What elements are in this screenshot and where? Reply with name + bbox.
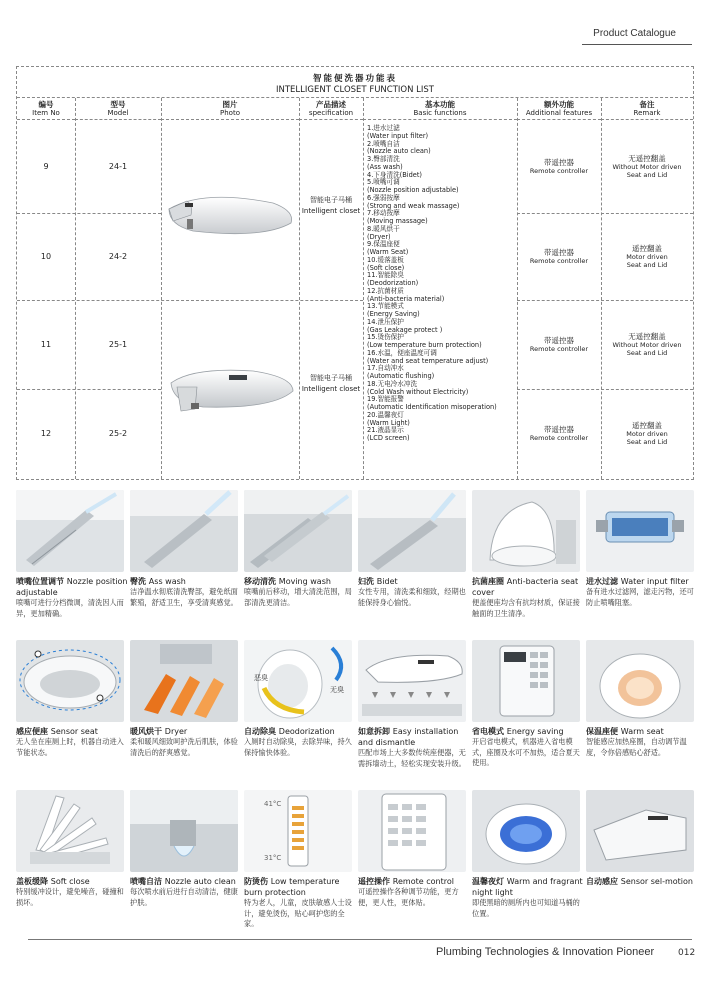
basic-function-line: 18.无电冷水冲洗: [367, 379, 418, 388]
basic-function-line: (Automatic flushing): [367, 372, 435, 380]
table-title-en: INTELLIGENT CLOSET FUNCTION LIST: [275, 85, 435, 95]
row-10-extra: 带遥控器 Remote controller: [529, 248, 589, 265]
feature-title-zh: 妇洗: [358, 577, 374, 586]
basic-function-line: (Nozzle position adjustable): [367, 186, 459, 194]
row-11-remark: 无遥控翻盖 Without Motor driven Seat and Lid: [612, 332, 682, 357]
row-11-model: 25-1: [108, 340, 128, 349]
grid-line: [517, 213, 693, 214]
basic-function-line: 8.暖风烘干: [367, 224, 400, 233]
feature-description: 洁净温水彻底清洗臀部，避免纸面繁殖，舒适卫生，享受清爽感觉。: [130, 587, 238, 607]
basic-function-line: 5.喷嘴可调: [367, 178, 400, 187]
feature-title-zh: 遥控操作: [358, 877, 390, 886]
basic-function-line: 4.下身清洗(Bidet): [367, 170, 422, 179]
night-light-image: [472, 790, 580, 872]
feature-title-en: Nozzle position adjustable: [16, 577, 128, 597]
feature-title-zh: 感应便座: [16, 727, 48, 736]
feature-title-zh: 省电模式: [472, 727, 504, 736]
col-header-basic: 基本功能 Basic functions: [363, 98, 517, 120]
basic-function-line: (Strong and weak massage): [367, 201, 460, 210]
toilet-seat-photo-24: [163, 179, 297, 249]
feature-description: 开启省电模式，机器进入省电模式，座圈及水可不加热，适合夏天使用。: [472, 737, 580, 767]
basic-function-line: (LCD screen): [367, 434, 410, 442]
grid-line: [517, 389, 693, 390]
basic-function-line: 6.强弱按摩: [367, 193, 400, 202]
feature-title-zh: 自动感应: [586, 877, 618, 886]
basic-function-line: (Low temperature burn protection): [367, 341, 482, 349]
feature-title: [16, 726, 128, 737]
grid-line: [75, 98, 76, 479]
product-label-24: 智能电子马桶 Intelligent closet: [301, 196, 361, 215]
feature-title-zh: 移动清洗: [244, 577, 276, 586]
table-title-zh: 智能便洗器功能表: [312, 74, 397, 84]
feature-title-zh: 喷嘴自洁: [130, 877, 162, 886]
moving-wash-image: [244, 490, 352, 572]
basic-function-line: 21.液晶显示: [367, 426, 404, 435]
product-label-25: 智能电子马桶 Intelligent closet: [301, 374, 361, 393]
grid-line: [17, 300, 363, 301]
basic-function-line: (Automatic Identification misoperation): [367, 403, 497, 411]
basic-functions-list: [367, 125, 533, 443]
feature-description: 匹配市场上大多数传统座便器，无需拆墙动土，轻松实现安装升级。: [358, 748, 466, 768]
sensor-motion-image: [586, 790, 694, 872]
feature-description: 柔和暖风细致呵护洗后肌肤，体验清洗后的舒爽感觉。: [130, 737, 238, 757]
row-9-item: 9: [43, 162, 49, 171]
feature-title-zh: 温馨夜灯: [472, 877, 504, 886]
feature-title: [16, 576, 128, 598]
feature-title-en: Water input filter: [620, 577, 689, 586]
col-header-photo: 图片 Photo: [161, 98, 299, 120]
basic-function-line: 7.移动按摩: [367, 209, 400, 218]
footer-rule: [28, 939, 692, 940]
feature-title: [130, 876, 242, 887]
row-10-model: 24-2: [108, 252, 128, 261]
row-12-model: 25-2: [108, 429, 128, 438]
feature-description: 每次喷水前后进行自动清洁，健康护肤。: [130, 887, 238, 907]
feature-title-zh: 保温座便: [586, 727, 618, 736]
feature-title-en: Easy installation and dismantle: [358, 727, 459, 747]
feature-description: 入厕时自动除臭，去除异味，持久保持愉快体验。: [244, 737, 352, 757]
row-10-remark: 遥控翻盖 Motor driven Seat and Lid: [626, 244, 668, 269]
warm-seat-image: [586, 640, 694, 722]
basic-function-line: 13.节能模式: [367, 302, 404, 311]
function-table: [16, 66, 694, 480]
col-header-item: 编号 Item No: [17, 98, 75, 120]
basic-function-line: 17.自动冲水: [367, 364, 404, 373]
feature-title-en: Energy saving: [506, 727, 564, 736]
table-title: [17, 67, 693, 98]
feature-title: [130, 726, 242, 737]
ass-wash-image: [130, 490, 238, 572]
feature-title-zh: 臀洗: [130, 577, 146, 586]
feature-title-zh: 盖板缓降: [16, 877, 48, 886]
basic-function-line: (Gas Leakage protect ): [367, 325, 443, 334]
feature-description: 特为老人，儿童，皮肤敏感人士设计，避免烫伤，贴心呵护您的全家。: [244, 898, 352, 928]
feature-title-en: Warm and fragrant night light: [472, 877, 583, 897]
feature-title-zh: 防烫伤: [244, 877, 268, 886]
feature-title-en: Anti-bacteria seat cover: [472, 577, 579, 597]
feature-title: [130, 576, 242, 587]
feature-title-en: Moving wash: [278, 577, 331, 586]
feature-title-en: Low temperature burn protection: [244, 877, 340, 897]
basic-function-line: 12.抗菌材质: [367, 286, 404, 295]
page-number: 012: [678, 948, 696, 958]
feature-title: [358, 726, 470, 748]
feature-title: [244, 576, 356, 587]
feature-title: [472, 876, 584, 898]
nozzle-adjust-image: [16, 490, 124, 572]
feature-description: 备有进水过滤网，滤走污物，还可防止喷嘴阻塞。: [586, 587, 694, 607]
dryer-image: [130, 640, 238, 722]
basic-function-line: (Warm Seat): [367, 248, 409, 256]
nozzle-auto-clean-image: [130, 790, 238, 872]
basic-function-line: (Cold Wash without Electricity): [367, 387, 469, 396]
feature-title-en: Sensor sel-motion: [620, 877, 693, 886]
grid-line: [17, 389, 161, 390]
grid-line: [161, 98, 162, 479]
feature-title: [358, 576, 470, 587]
basic-function-line: (Water and seat temperature adjust): [367, 356, 489, 365]
basic-function-line: (Ass wash): [367, 162, 403, 171]
row-11-item: 11: [40, 340, 52, 349]
basic-function-line: 9.保温座便: [367, 240, 400, 249]
energy-saving-image: [472, 640, 580, 722]
feature-title: [586, 876, 698, 887]
water-filter-image: [586, 490, 694, 572]
basic-function-line: (Energy Saving): [367, 310, 420, 318]
col-header-spec: 产品描述 specification: [299, 98, 363, 120]
catalogue-title: Product Catalogue: [593, 28, 676, 39]
basic-function-line: 15.烫伤保护: [367, 333, 404, 342]
toilet-seat-photo-25: [163, 357, 297, 427]
basic-function-line: (Deodorization): [367, 279, 419, 287]
feature-title: [472, 726, 584, 737]
feature-title: [358, 876, 470, 887]
anti-bacteria-image: [472, 490, 580, 572]
feature-title-en: Dryer: [164, 727, 188, 736]
basic-function-line: 1.进水过滤: [367, 124, 400, 132]
footer-slogan: Plumbing Technologies & Innovation Pioneer: [436, 946, 655, 958]
feature-title-zh: 进水过滤: [586, 577, 618, 586]
basic-function-line: (Moving massage): [367, 217, 428, 225]
grid-line: [517, 300, 693, 301]
feature-title: [244, 876, 356, 898]
bidet-image: [358, 490, 466, 572]
basic-function-line: 14.泄压保护: [367, 317, 404, 326]
row-12-item: 12: [40, 429, 52, 438]
row-11-extra: 带遥控器 Remote controller: [529, 336, 589, 353]
feature-title-en: Ass wash: [148, 577, 186, 586]
feature-title-en: Soft close: [50, 877, 90, 886]
easy-installation-image: [358, 640, 466, 722]
remote-control-image: [358, 790, 466, 872]
feature-title-en: Deodorization: [278, 727, 335, 736]
no-smell-label: 无臭: [330, 686, 344, 694]
basic-function-line: 20.温馨夜灯: [367, 410, 404, 419]
feature-title-zh: 暖风烘干: [130, 727, 162, 736]
feature-description: 喷嘴可进行分档微调，清洗因人而异，更加精确。: [16, 598, 124, 618]
smell-label: 恶臭: [254, 674, 268, 682]
feature-title-en: Remote control: [392, 877, 454, 886]
feature-title-en: Warm seat: [620, 727, 664, 736]
row-9-remark: 无遥控翻盖 Without Motor driven Seat and Lid: [612, 154, 682, 179]
feature-description: 喷嘴前后移动，增大清洗范围，局部清洗更清洁。: [244, 587, 352, 607]
temp-high-label: 41°C: [264, 800, 282, 808]
sensor-seat-image: [16, 640, 124, 722]
basic-function-line: 19.智能报警: [367, 395, 404, 404]
row-12-remark: 遥控翻盖 Motor driven Seat and Lid: [626, 421, 668, 446]
basic-function-line: 2.喷嘴自洁: [367, 139, 400, 148]
feature-title-en: Nozzle auto clean: [164, 877, 236, 886]
feature-title: [16, 876, 128, 887]
col-header-additional: 额外功能 Additional features: [517, 98, 601, 120]
feature-description: 可遥控操作各种调节功能，更方便，更人性，更体贴。: [358, 887, 459, 907]
basic-function-line: (Soft close): [367, 263, 405, 272]
grid-line: [17, 213, 161, 214]
basic-function-line: (Anti-bacteria material): [367, 294, 445, 303]
soft-close-image: [16, 790, 124, 872]
feature-description: 便盖便座均含有抗均材质，保证接触面的卫生清净。: [472, 598, 580, 618]
feature-title: [586, 726, 698, 737]
col-header-model: 型号 Model: [75, 98, 161, 120]
row-10-item: 10: [40, 252, 52, 261]
basic-function-line: 10.缓落盖板: [367, 255, 404, 264]
feature-title: [586, 576, 698, 587]
feature-title-zh: 如意拆卸: [358, 727, 390, 736]
feature-title-en: Sensor seat: [50, 727, 98, 736]
feature-description: 即使黑暗的厕所内也可知道马桶的位置。: [472, 898, 580, 918]
feature-description: 智能感应加热座圈，自动调节温度，令你倍感贴心舒适。: [586, 737, 687, 757]
feature-description: 无人坐在座厕上时，机器自动进入节能状态。: [16, 737, 124, 757]
feature-title-zh: 自动除臭: [244, 727, 276, 736]
feature-title: [472, 576, 584, 598]
feature-title-zh: 喷嘴位置调节: [16, 577, 64, 586]
basic-function-line: (Warm Light): [367, 418, 410, 427]
row-9-extra: 带遥控器 Remote controller: [529, 158, 589, 175]
feature-description: 女性专用，清洗柔和细致，经期也能保持身心愉悦。: [358, 587, 466, 607]
basic-function-line: 16.水温，便座温度可调: [367, 348, 437, 357]
basic-function-line: 11.智能除臭: [367, 271, 404, 280]
basic-function-line: (Water input filter): [367, 131, 429, 140]
grid-line: [363, 98, 364, 479]
col-header-remark: 备注 Remark: [601, 98, 693, 120]
basic-function-line: (Nozzle auto clean): [367, 147, 431, 156]
feature-title: [244, 726, 356, 737]
basic-function-line: 3.臀部清洗: [367, 155, 400, 163]
deodorization-image: [244, 640, 352, 722]
basic-function-line: (Dryer): [367, 232, 391, 241]
grid-line: [299, 98, 300, 479]
feature-title-en: Bidet: [376, 577, 398, 586]
feature-description: 特别缓冲设计，避免噪音，碰撞和损坏。: [16, 887, 124, 907]
burn-protection-image: [244, 790, 352, 872]
temp-low-label: 31°C: [264, 854, 282, 862]
header-rule: [582, 44, 692, 45]
feature-title-zh: 抗菌座圈: [472, 577, 504, 586]
row-12-extra: 带遥控器 Remote controller: [529, 425, 589, 442]
row-9-model: 24-1: [108, 162, 128, 171]
